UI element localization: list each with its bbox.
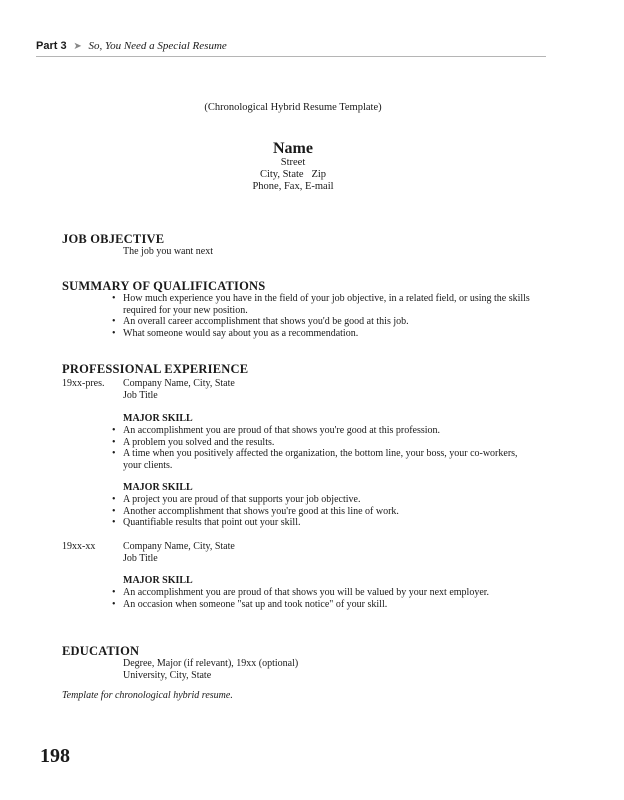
job-company: Company Name, City, State [123,378,235,389]
part-label: Part 3 [36,40,67,52]
summary-list [110,293,530,339]
skill-heading: MAJOR SKILL [123,575,193,586]
contact-street: Street [280,157,306,168]
figure-caption: Template for chronological hybrid resume. [62,690,233,701]
job-dates: 19xx-pres. [62,378,105,389]
job-title: Job Title [123,553,158,564]
skill-heading: MAJOR SKILL [123,413,193,424]
job-dates: 19xx-xx [62,541,96,552]
list-item: • A problem you solved and the results. [110,437,535,449]
resume-name: Name [273,140,313,157]
contact-city: City, State Zip [259,169,327,180]
template-title: (Chronological Hybrid Resume Template) [204,102,382,113]
list-item: • A project you are proud of that supports your job objective. [110,494,535,506]
skill-list [110,425,535,471]
skill-list [110,494,535,529]
header-rule [36,56,546,57]
running-header [36,40,227,52]
list-item: • A time when you positively affected the organization, the bottom line, your boss, your co-workers, your clients. [110,448,535,471]
list-item: • An accomplishment you are proud of that shows you will be valued by your next employer. [110,587,510,599]
list-item: • An accomplishment you are proud of that shows you're good at this profession. [110,425,535,437]
objective-heading: JOB OBJECTIVE [62,232,165,246]
page-number: 198 [40,745,70,767]
contact-block [0,157,586,193]
contact-phone: Phone, Fax, E-mail [252,181,334,192]
experience-heading: PROFESSIONAL EXPERIENCE [62,362,249,376]
list-item: • Another accomplishment that shows you're good at this line of work. [110,506,535,518]
list-item: • An occasion when someone "sat up and took notice" of your skill. [110,599,510,611]
skill-heading: MAJOR SKILL [123,482,193,493]
list-item: • How much experience you have in the field of your job objective, in a related field, or using the skills required for your new position. [110,293,530,316]
list-item: • Quantifiable results that point out your skill. [110,517,535,529]
job-company: Company Name, City, State [123,541,235,552]
education-school: University, City, State [123,670,212,681]
arrow-icon: ➤ [73,41,82,52]
list-item: • An overall career accomplishment that shows you'd be good at this job. [110,316,530,328]
skill-list [110,587,510,610]
part-title: So, You Need a Special Resume [88,40,227,52]
education-heading: EDUCATION [62,644,140,658]
summary-heading: SUMMARY OF QUALIFICATIONS [62,279,266,293]
education-degree: Degree, Major (if relevant), 19xx (optional) [123,658,299,669]
objective-text: The job you want next [123,246,213,257]
list-item: • What someone would say about you as a recommendation. [110,328,530,340]
job-title: Job Title [123,390,158,401]
